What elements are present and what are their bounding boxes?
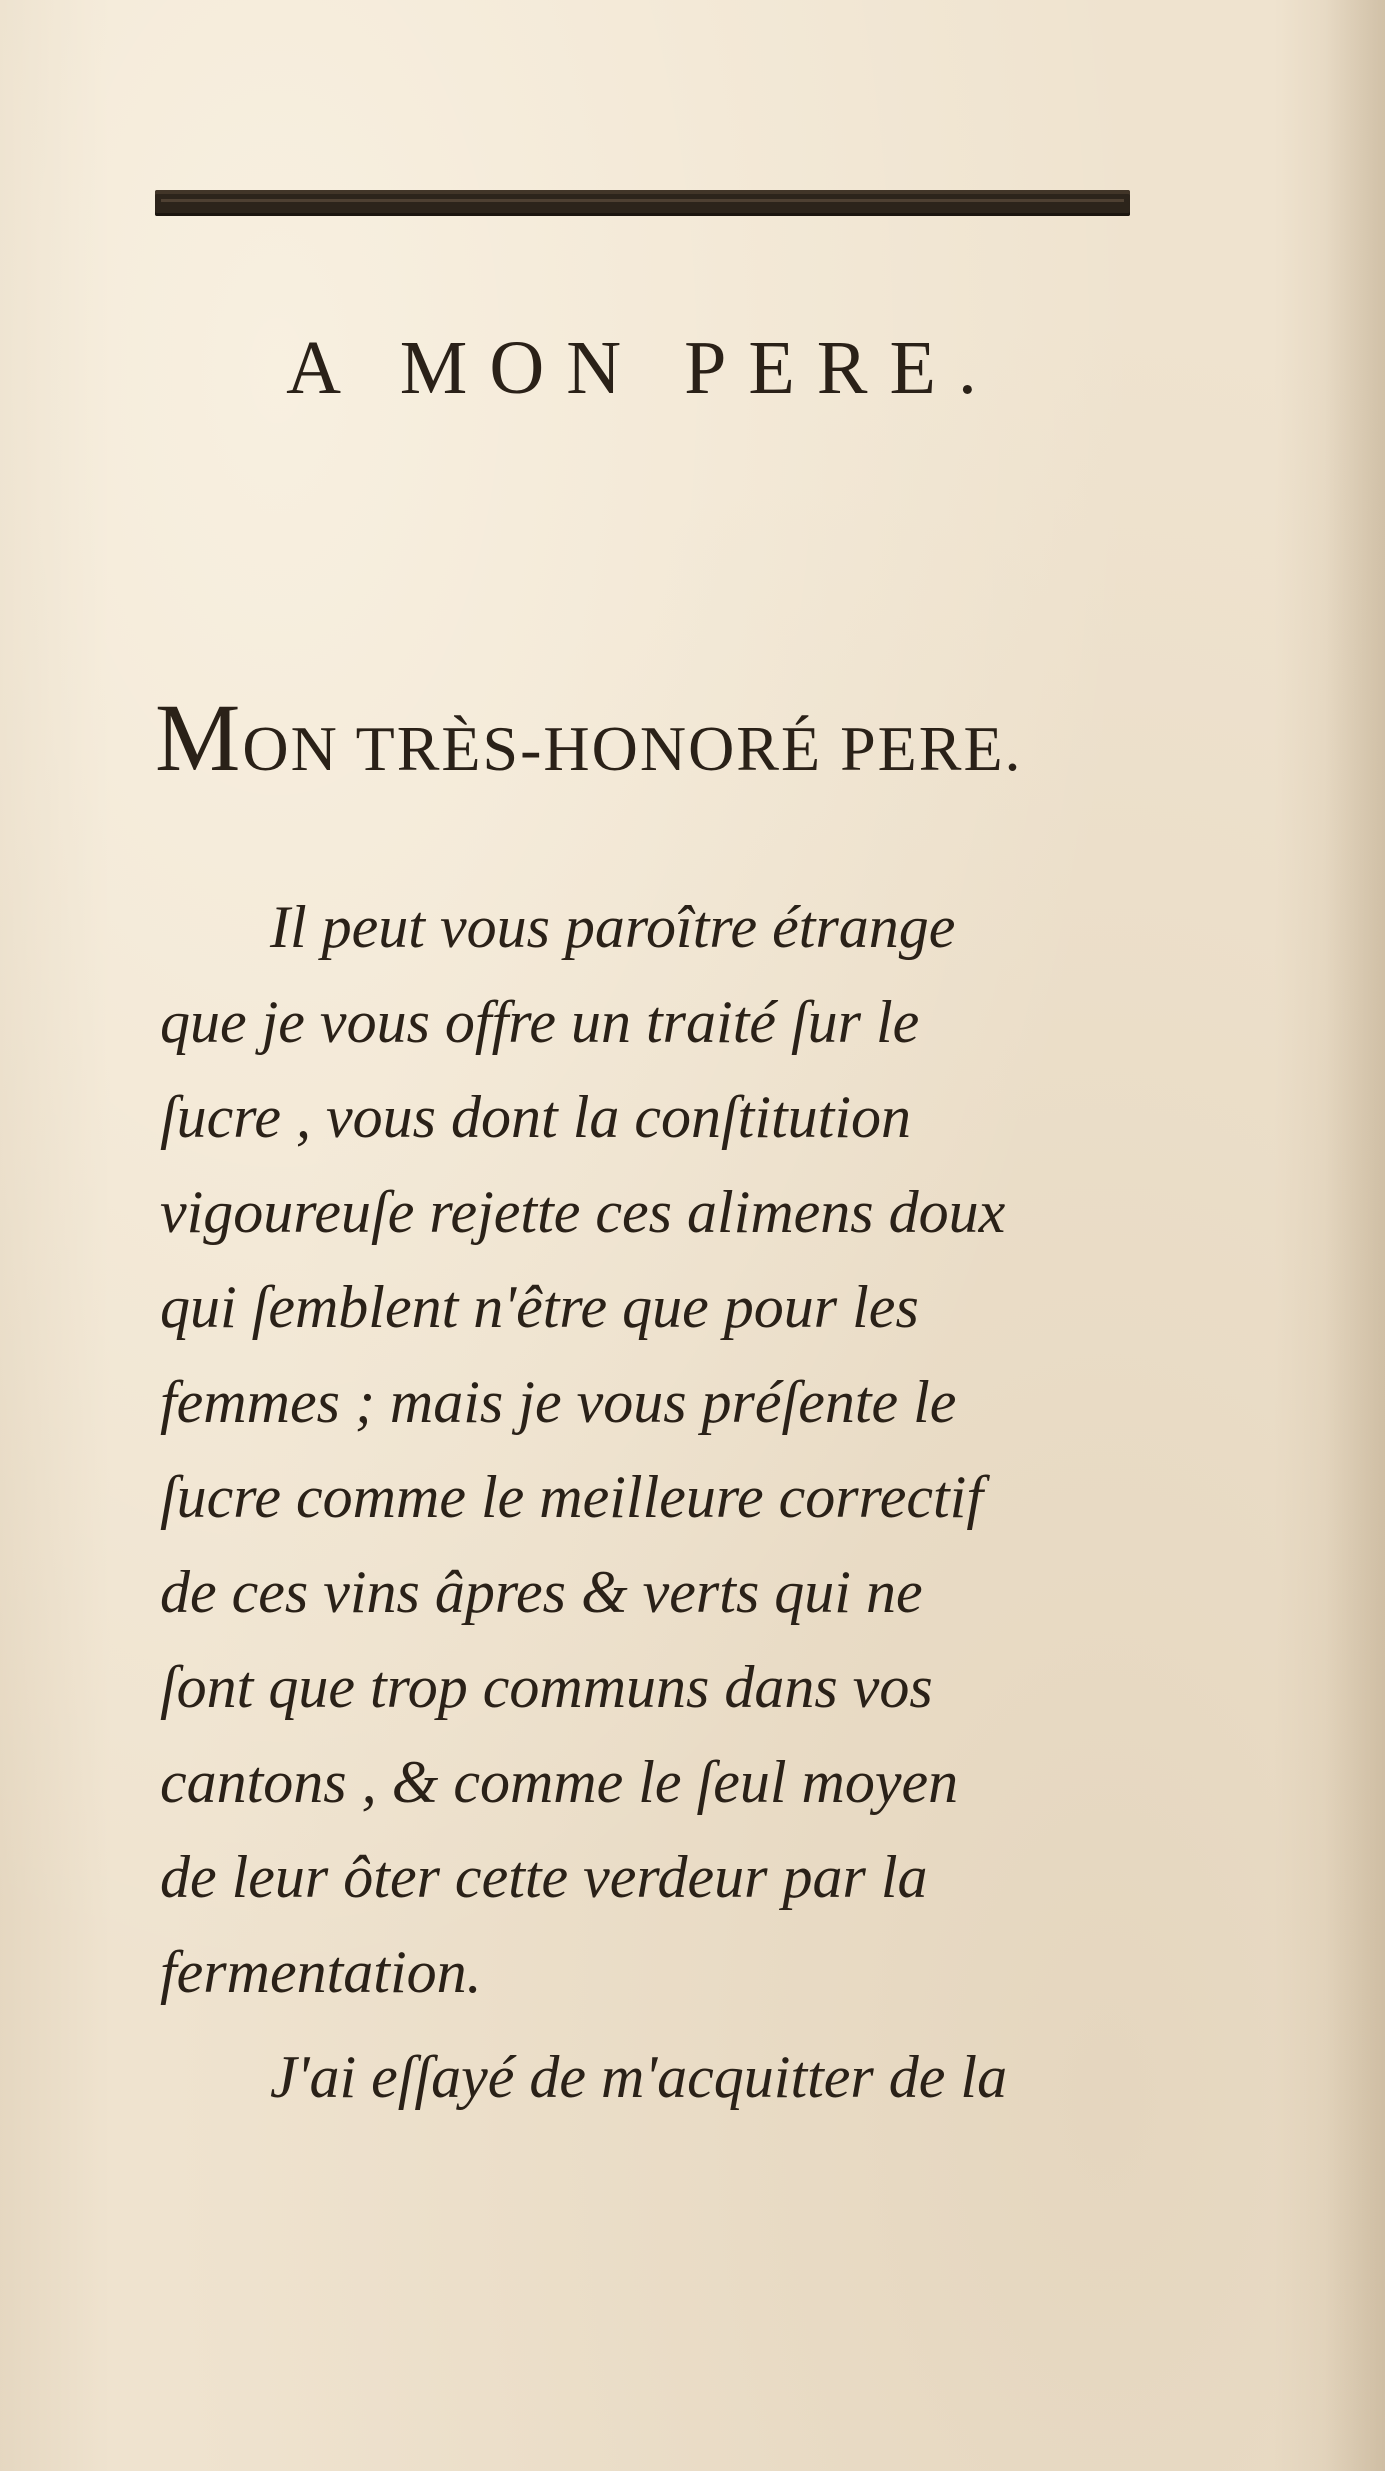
- page-edge-shadow: [1325, 0, 1385, 2471]
- text-line: femmes ; mais je vous préſente le: [160, 1369, 957, 1435]
- text-line: cantons , & comme le ſeul moyen: [160, 1749, 959, 1815]
- letter-body: [160, 880, 1170, 2125]
- text-line: vigoureuſe rejette ces alimens doux: [160, 1179, 1006, 1245]
- text-line: qui ſemblent n'être que pour les: [160, 1274, 919, 1340]
- text-line: J'ai eſſayé de m'acquitter de la: [270, 2044, 1008, 2110]
- paragraph-1: [160, 880, 1170, 2020]
- text-line: de ces vins âpres & verts qui ne: [160, 1559, 923, 1625]
- text-line: que je vous offre un traité ſur le: [160, 989, 920, 1055]
- salutation-initial: M: [155, 684, 243, 791]
- text-line: de leur ôter cette verdeur par la: [160, 1844, 928, 1910]
- text-line: fermentation.: [160, 1939, 482, 2005]
- text-line: ſucre comme le meilleure correctif: [160, 1464, 984, 1530]
- salutation-rest: ON TRÈS-HONORÉ PERE.: [242, 713, 1023, 784]
- text-line: Il peut vous paroître étrange: [270, 894, 956, 960]
- text-line: ſucre , vous dont la conſtitution: [160, 1084, 912, 1150]
- salutation-heading: [155, 684, 1205, 791]
- dedication-heading: A MON PERE.: [286, 326, 999, 410]
- paragraph-2: [160, 2030, 1170, 2125]
- top-ornamental-rule: [155, 190, 1130, 216]
- text-line: ſont que trop communs dans vos: [160, 1654, 933, 1720]
- rule-inner-line: [161, 199, 1124, 202]
- paragraph-gap: [160, 2020, 1170, 2030]
